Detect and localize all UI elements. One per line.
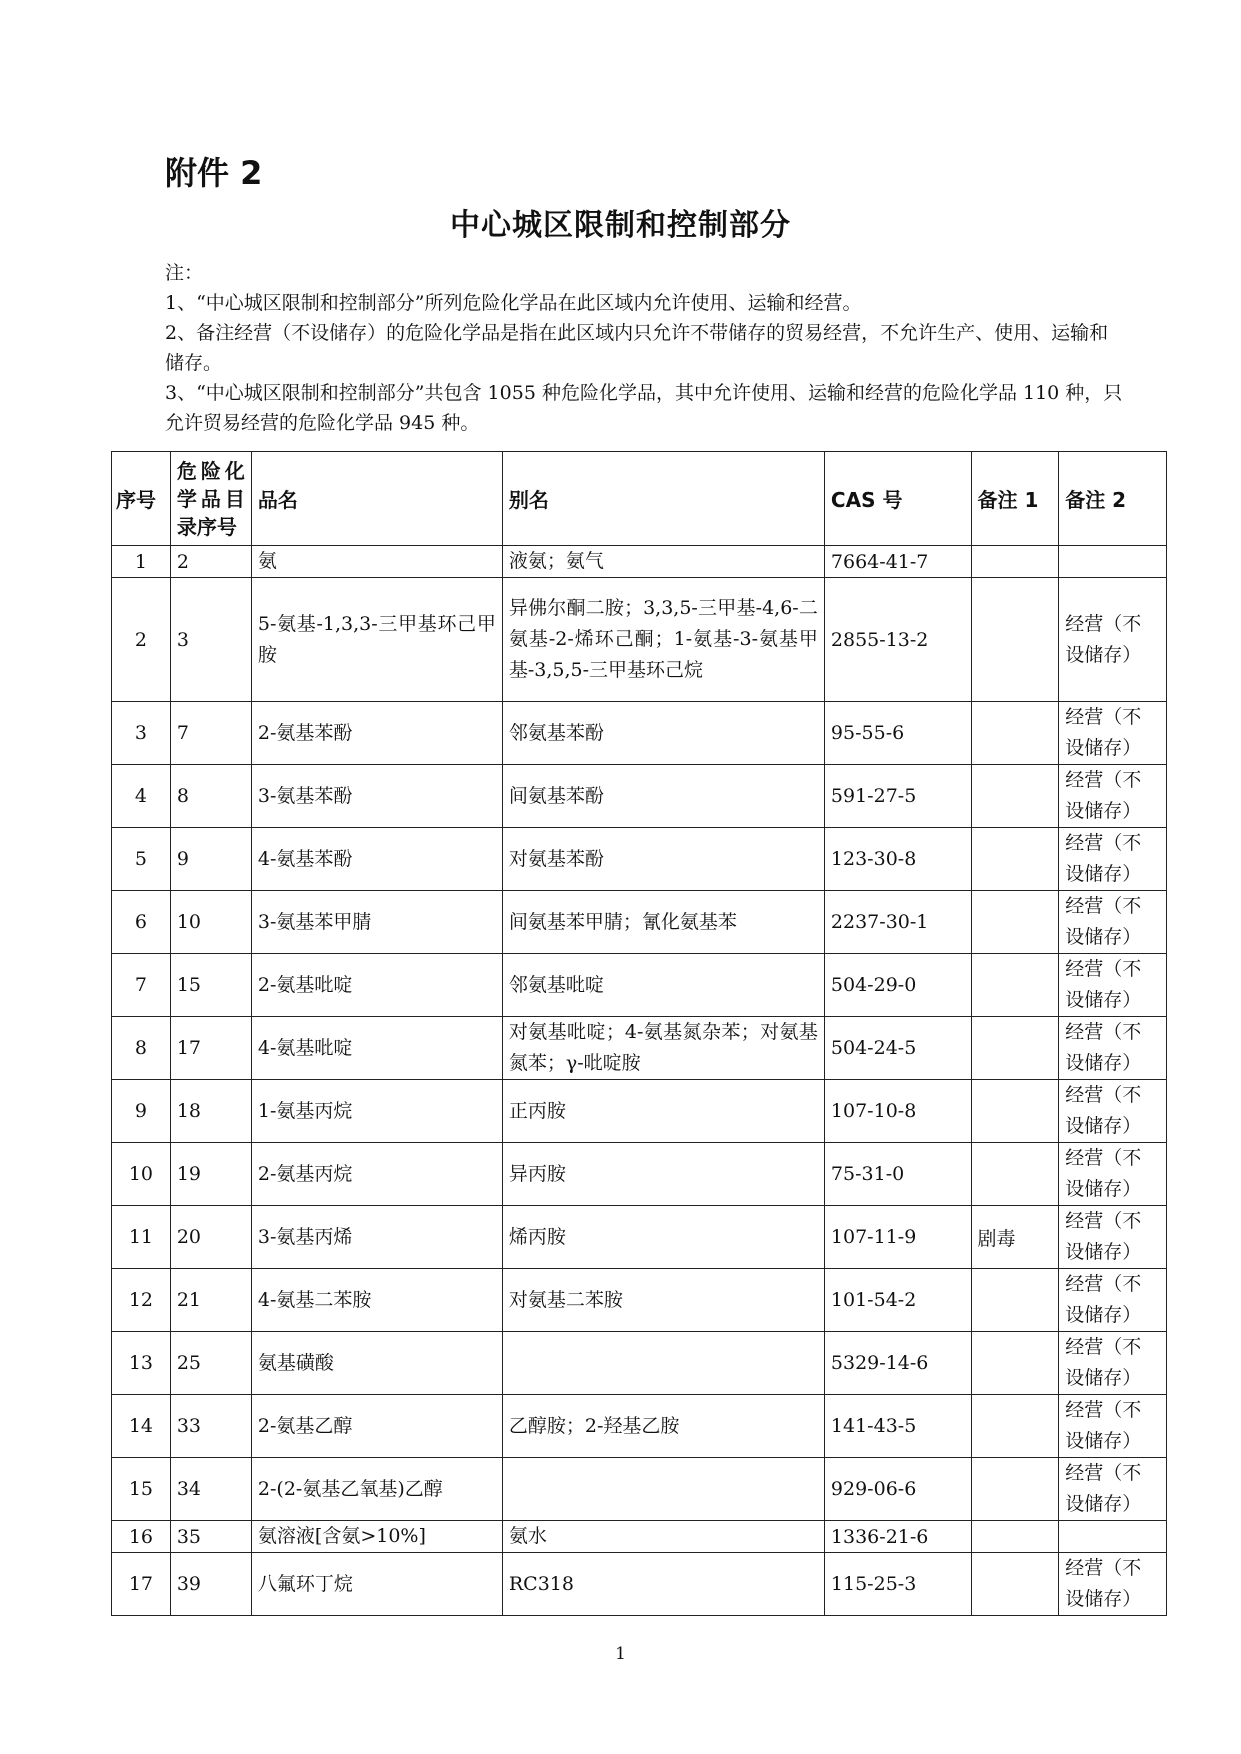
cell-remark2: 经营（不设储存） [1059, 1206, 1167, 1269]
cell-remark1 [971, 828, 1059, 891]
header-remark2: 备注 2 [1059, 452, 1167, 546]
cell-name: 2-氨基吡啶 [251, 954, 502, 1017]
cell-remark2: 经营（不设储存） [1059, 1080, 1167, 1143]
cell-cas: 107-11-9 [824, 1206, 971, 1269]
cell-name: 3-氨基苯甲腈 [251, 891, 502, 954]
cell-no: 15 [112, 1458, 171, 1521]
cell-no: 8 [112, 1017, 171, 1080]
cell-remark2: 经营（不设储存） [1059, 1458, 1167, 1521]
note-item-2: 2、备注经营（不设储存）的危险化学品是指在此区域内只允许不带储存的贸易经营，不允许生产、使用、运输和储存。 [165, 322, 1109, 374]
notes-heading: 注： [165, 262, 204, 284]
cell-alias: 邻氨基吡啶 [502, 954, 824, 1017]
cell-remark1 [971, 1395, 1059, 1458]
cell-no: 7 [112, 954, 171, 1017]
cell-name: 4-氨基吡啶 [251, 1017, 502, 1080]
cell-remark1 [971, 1332, 1059, 1395]
cell-remark1 [971, 1080, 1059, 1143]
cell-catalog-no: 17 [170, 1017, 251, 1080]
table-row [112, 1395, 1167, 1458]
cell-alias: 乙醇胺；2-羟基乙胺 [502, 1395, 824, 1458]
cell-catalog-no: 7 [170, 702, 251, 765]
cell-no: 17 [112, 1553, 171, 1616]
cell-catalog-no: 35 [170, 1521, 251, 1553]
table-body [112, 546, 1167, 1616]
cell-cas: 2855-13-2 [824, 578, 971, 702]
cell-remark2: 经营（不设储存） [1059, 1143, 1167, 1206]
table-row [112, 1332, 1167, 1395]
cell-no: 2 [112, 578, 171, 702]
cell-catalog-no: 21 [170, 1269, 251, 1332]
cell-cas: 115-25-3 [824, 1553, 971, 1616]
cell-catalog-no: 19 [170, 1143, 251, 1206]
cell-remark2 [1059, 1521, 1167, 1553]
header-remark1: 备注 1 [971, 452, 1059, 546]
header-catalog-no: 危险化学品目录序号 [170, 452, 251, 546]
cell-name: 1-氨基丙烷 [251, 1080, 502, 1143]
table-row [112, 1553, 1167, 1616]
cell-alias: 对氨基吡啶；4-氨基氮杂苯；对氨基氮苯；γ-吡啶胺 [502, 1017, 824, 1080]
cell-no: 4 [112, 765, 171, 828]
cell-no: 6 [112, 891, 171, 954]
table-row [112, 1080, 1167, 1143]
cell-catalog-no: 15 [170, 954, 251, 1017]
cell-name: 氨 [251, 546, 502, 578]
cell-alias: 间氨基苯酚 [502, 765, 824, 828]
table-row [112, 1017, 1167, 1080]
table-row [112, 702, 1167, 765]
chemicals-table [111, 451, 1167, 1616]
cell-no: 11 [112, 1206, 171, 1269]
cell-catalog-no: 39 [170, 1553, 251, 1616]
table-row [112, 891, 1167, 954]
cell-cas: 591-27-5 [824, 765, 971, 828]
cell-cas: 95-55-6 [824, 702, 971, 765]
cell-alias: 邻氨基苯酚 [502, 702, 824, 765]
header-name: 品名 [251, 452, 502, 546]
cell-catalog-no: 9 [170, 828, 251, 891]
cell-alias: RC318 [502, 1553, 824, 1616]
header-no: 序号 [112, 452, 171, 546]
cell-remark2: 经营（不设储存） [1059, 891, 1167, 954]
cell-cas: 1336-21-6 [824, 1521, 971, 1553]
cell-remark2 [1059, 546, 1167, 578]
cell-alias: 异佛尔酮二胺；3,3,5-三甲基-4,6-二氨基-2-烯环己酮；1-氨基-3-氨基甲基-3,5,5-三甲基环己烷 [502, 578, 824, 702]
page-number: 1 [615, 1644, 626, 1664]
cell-remark1 [971, 891, 1059, 954]
cell-remark2: 经营（不设储存） [1059, 1017, 1167, 1080]
note-item-1: 1、“中心城区限制和控制部分”所列危险化学品在此区域内允许使用、运输和经营。 [165, 292, 862, 314]
cell-remark1: 剧毒 [971, 1206, 1059, 1269]
cell-cas: 5329-14-6 [824, 1332, 971, 1395]
cell-alias [502, 1332, 824, 1395]
cell-name: 氨溶液[含氨>10%] [251, 1521, 502, 1553]
table-row [112, 828, 1167, 891]
cell-no: 16 [112, 1521, 171, 1553]
cell-alias [502, 1458, 824, 1521]
table-row [112, 1269, 1167, 1332]
table-row [112, 1521, 1167, 1553]
cell-cas: 504-29-0 [824, 954, 971, 1017]
cell-cas: 504-24-5 [824, 1017, 971, 1080]
cell-remark1 [971, 954, 1059, 1017]
cell-alias: 烯丙胺 [502, 1206, 824, 1269]
cell-remark1 [971, 546, 1059, 578]
cell-name: 2-氨基乙醇 [251, 1395, 502, 1458]
table-row [112, 546, 1167, 578]
table-row [112, 1143, 1167, 1206]
cell-name: 4-氨基苯酚 [251, 828, 502, 891]
cell-name: 3-氨基苯酚 [251, 765, 502, 828]
cell-catalog-no: 3 [170, 578, 251, 702]
cell-remark1 [971, 1553, 1059, 1616]
cell-catalog-no: 2 [170, 546, 251, 578]
cell-name: 3-氨基丙烯 [251, 1206, 502, 1269]
cell-alias: 异丙胺 [502, 1143, 824, 1206]
cell-alias: 正丙胺 [502, 1080, 824, 1143]
cell-alias: 对氨基苯酚 [502, 828, 824, 891]
cell-cas: 123-30-8 [824, 828, 971, 891]
note-item-3: 3、“中心城区限制和控制部分”共包含 1055 种危险化学品，其中允许使用、运输和经营的危险化学品 110 种，只允许贸易经营的危险化学品 945 种。 [165, 382, 1123, 434]
cell-name: 2-氨基苯酚 [251, 702, 502, 765]
cell-catalog-no: 33 [170, 1395, 251, 1458]
cell-no: 13 [112, 1332, 171, 1395]
cell-no: 14 [112, 1395, 171, 1458]
cell-alias: 间氨基苯甲腈；氰化氨基苯 [502, 891, 824, 954]
cell-remark2: 经营（不设储存） [1059, 578, 1167, 702]
cell-name: 氨基磺酸 [251, 1332, 502, 1395]
cell-no: 5 [112, 828, 171, 891]
table-header-row [112, 452, 1167, 546]
cell-remark2: 经营（不设储存） [1059, 1332, 1167, 1395]
cell-catalog-no: 25 [170, 1332, 251, 1395]
cell-remark1 [971, 765, 1059, 828]
table-row [112, 578, 1167, 702]
cell-catalog-no: 34 [170, 1458, 251, 1521]
cell-cas: 7664-41-7 [824, 546, 971, 578]
cell-cas: 929-06-6 [824, 1458, 971, 1521]
cell-catalog-no: 8 [170, 765, 251, 828]
table-row [112, 765, 1167, 828]
cell-cas: 107-10-8 [824, 1080, 971, 1143]
cell-no: 3 [112, 702, 171, 765]
cell-cas: 101-54-2 [824, 1269, 971, 1332]
cell-no: 12 [112, 1269, 171, 1332]
cell-cas: 75-31-0 [824, 1143, 971, 1206]
cell-alias: 氨水 [502, 1521, 824, 1553]
table-row [112, 1206, 1167, 1269]
cell-remark2: 经营（不设储存） [1059, 828, 1167, 891]
cell-cas: 141-43-5 [824, 1395, 971, 1458]
cell-remark2: 经营（不设储存） [1059, 954, 1167, 1017]
cell-remark1 [971, 1269, 1059, 1332]
cell-cas: 2237-30-1 [824, 891, 971, 954]
cell-remark2: 经营（不设储存） [1059, 1553, 1167, 1616]
cell-name: 八氟环丁烷 [251, 1553, 502, 1616]
cell-name: 5-氨基-1,3,3-三甲基环己甲胺 [251, 578, 502, 702]
annex-label: 附件 2 [165, 154, 263, 192]
table-row [112, 1458, 1167, 1521]
cell-remark1 [971, 1521, 1059, 1553]
document-title: 中心城区限制和控制部分 [450, 208, 791, 243]
cell-remark2: 经营（不设储存） [1059, 702, 1167, 765]
cell-catalog-no: 10 [170, 891, 251, 954]
cell-remark2: 经营（不设储存） [1059, 765, 1167, 828]
table-row [112, 954, 1167, 1017]
cell-no: 1 [112, 546, 171, 578]
cell-name: 4-氨基二苯胺 [251, 1269, 502, 1332]
cell-name: 2-氨基丙烷 [251, 1143, 502, 1206]
cell-remark1 [971, 702, 1059, 765]
cell-no: 10 [112, 1143, 171, 1206]
cell-catalog-no: 18 [170, 1080, 251, 1143]
header-cas: CAS 号 [824, 452, 971, 546]
cell-no: 9 [112, 1080, 171, 1143]
cell-remark1 [971, 1458, 1059, 1521]
cell-remark1 [971, 1017, 1059, 1080]
cell-name: 2-(2-氨基乙氧基)乙醇 [251, 1458, 502, 1521]
header-alias: 别名 [502, 452, 824, 546]
cell-catalog-no: 20 [170, 1206, 251, 1269]
cell-remark1 [971, 1143, 1059, 1206]
cell-alias: 对氨基二苯胺 [502, 1269, 824, 1332]
cell-remark2: 经营（不设储存） [1059, 1395, 1167, 1458]
notes-section [165, 258, 1125, 438]
cell-remark2: 经营（不设储存） [1059, 1269, 1167, 1332]
cell-remark1 [971, 578, 1059, 702]
cell-alias: 液氨；氨气 [502, 546, 824, 578]
